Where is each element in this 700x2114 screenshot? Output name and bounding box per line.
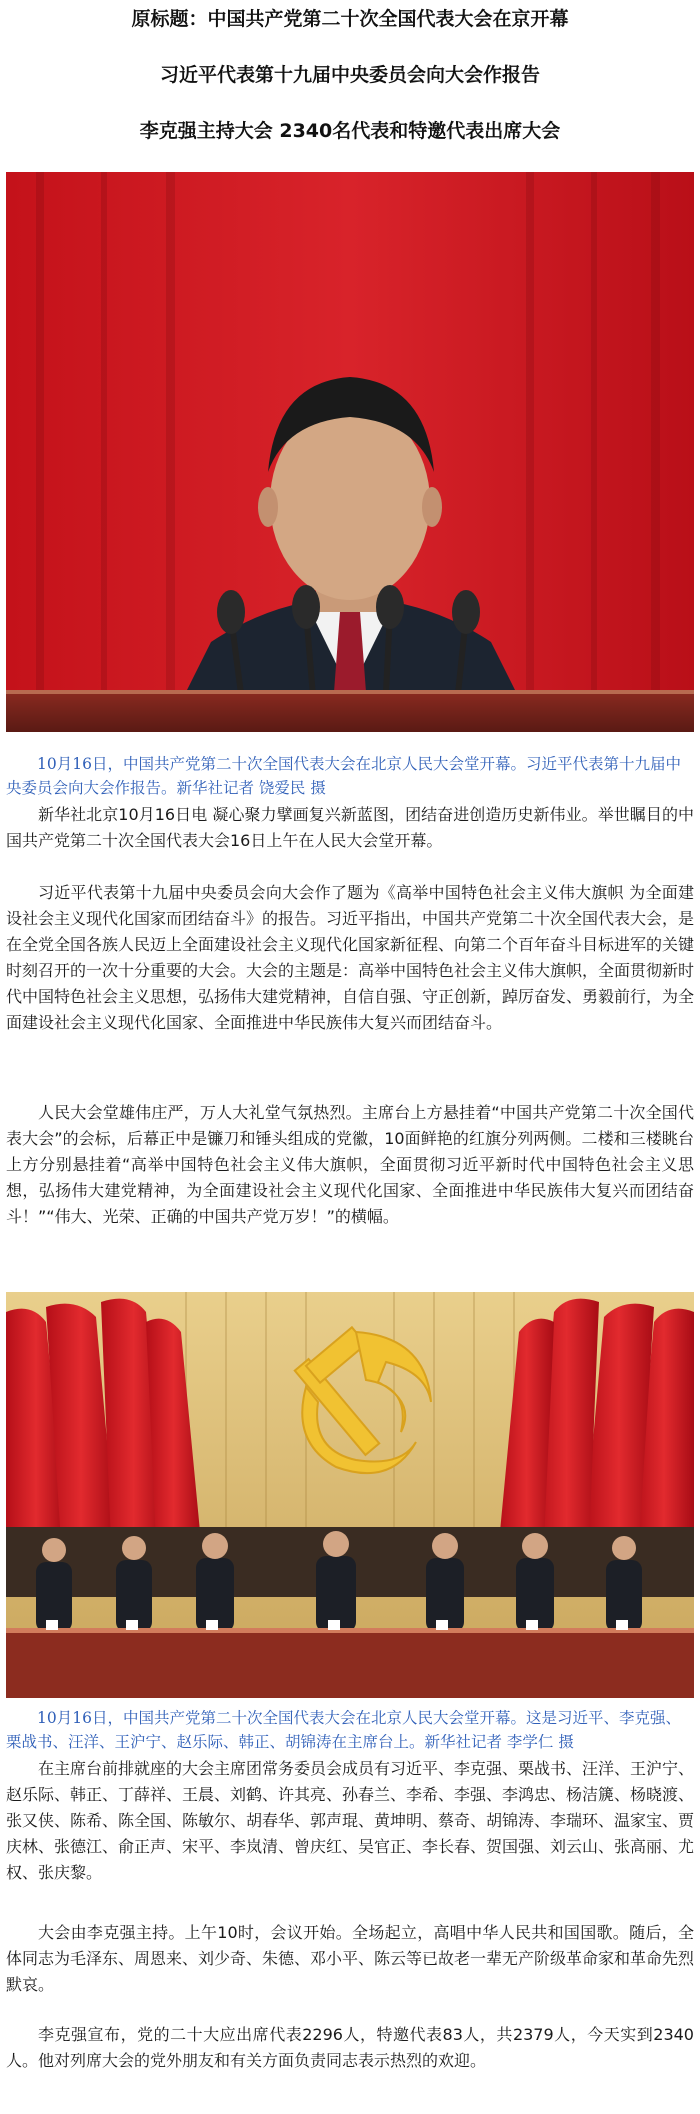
paragraph-4: 在主席台前排就座的大会主席团常务委员会成员有习近平、李克强、栗战书、汪洋、王沪宁、赵乐际、韩正、丁薛祥、王晨、刘鹤、许其亮、孙春兰、李希、李强、李鸿忠、杨洁篪、杨晓渡、张又侠、陈希、陈全国、陈敏尔、胡春华、郭声琨、黄坤明、蔡奇、胡锦涛、李瑞环、温家宝、贾庆林、张德江、俞正声、宋平、李岚清、曾庆红、吴官正、李长春、贺国强、刘云山、张高丽、尤权、张庆黎。 <box>6 1759 695 1882</box>
presidium-photo <box>6 1292 694 1698</box>
paragraph-5: 大会由李克强主持。上午10时，会议开始。全场起立，高唱中华人民共和国国歌。随后，全体同志为毛泽东、周恩来、刘少奇、朱德、邓小平、陈云等已故老一辈无产阶级革命家和革命先烈默哀。 <box>6 1923 695 1994</box>
photo-caption-2: 10月16日，中国共产党第二十次全国代表大会在北京人民大会堂开幕。这是习近平、李克强、栗战书、汪洋、王沪宁、赵乐际、韩正、胡锦涛在主席台上。新华社记者 李学仁 摄 <box>6 1709 681 1751</box>
photo-caption-1: 10月16日，中国共产党第二十次全国代表大会在北京人民大会堂开幕。习近平代表第十九届中央委员会向大会作报告。新华社记者 饶爱民 摄 <box>6 755 681 797</box>
paragraph-6: 李克强宣布，党的二十大应出席代表2296人，特邀代表83人，共2379人，今天实到2340人。他对列席大会的党外朋友和有关方面负责同志表示热烈的欢迎。 <box>6 2025 694 2070</box>
paragraph-1: 新华社北京10月16日电 凝心聚力擘画复兴新蓝图，团结奋进创造历史新伟业。举世瞩目的中国共产党第二十次全国代表大会16日上午在人民大会堂开幕。 <box>6 805 694 850</box>
original-title: 原标题：中国共产党第二十次全国代表大会在京开幕 <box>131 8 569 30</box>
speaker-photo <box>6 172 694 732</box>
paragraph-3: 人民大会堂雄伟庄严，万人大礼堂气氛热烈。主席台上方悬挂着“中国共产党第二十次全国代表大会”的会标，后幕正中是镰刀和锤头组成的党徽，10面鲜艳的红旗分列两侧。二楼和三楼眺台上方分别悬挂着“高举中国特色社会主义伟大旗帜，全面贯彻习近平新时代中国特色社会主义思想，弘扬伟大建党精神，为全面建设社会主义现代化国家、全面推进中华民族伟大复兴而团结奋斗！”“伟大、光荣、正确的中国共产党万岁！”的横幅。 <box>6 1103 694 1226</box>
headline-subtitle-2: 李克强主持大会 2340名代表和特邀代表出席大会 <box>139 120 561 142</box>
headline-subtitle: 习近平代表第十九届中央委员会向大会作报告 <box>159 64 540 86</box>
paragraph-2: 习近平代表第十九届中央委员会向大会作了题为《高举中国特色社会主义伟大旗帜 为全面建设社会主义现代化国家而团结奋斗》的报告。习近平指出，中国共产党第二十次全国代表大会，是在全党全国各族人民迈上全面建设社会主义现代化国家新征程、向第二个百年奋斗目标进军的关键时刻召开的一次十分重要的大会。大会的主题是：高举中国特色社会主义伟大旗帜，全面贯彻新时代中国特色社会主义思想，弘扬伟大建党精神，自信自强、守正创新，踔厉奋发、勇毅前行，为全面建设社会主义现代化国家、全面推进中华民族伟大复兴而团结奋斗。 <box>6 883 695 1032</box>
